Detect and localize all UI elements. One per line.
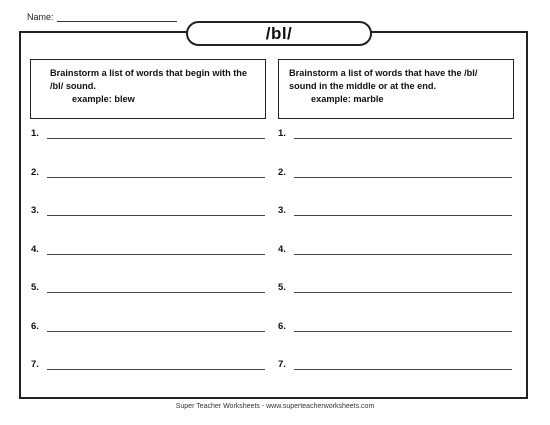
answer-line[interactable] xyxy=(294,292,512,293)
answer-row-right xyxy=(278,128,518,140)
footer-credit: Super Teacher Worksheets - www.superteacherworksheets.com xyxy=(175,403,375,410)
answer-row-left xyxy=(31,359,271,371)
answer-line[interactable] xyxy=(47,292,265,293)
row-number: 6. xyxy=(31,320,39,332)
answer-line[interactable] xyxy=(47,177,265,178)
answer-row-right xyxy=(278,359,518,371)
answer-row-right xyxy=(278,282,518,294)
answer-line[interactable] xyxy=(294,138,512,139)
answer-row-right xyxy=(278,205,518,217)
answer-row-left xyxy=(31,244,271,256)
answer-row-right xyxy=(278,321,518,333)
answer-line[interactable] xyxy=(47,331,265,332)
row-number: 2. xyxy=(278,166,286,178)
answer-line[interactable] xyxy=(294,215,512,216)
page-title: /bl/ xyxy=(265,23,293,43)
row-number: 4. xyxy=(31,243,39,255)
example-text-right: example: marble xyxy=(311,94,384,104)
answer-row-left xyxy=(31,167,271,179)
row-number: 5. xyxy=(31,282,39,293)
answer-line[interactable] xyxy=(294,254,512,255)
instruction-box-left xyxy=(30,59,266,119)
row-number: 3. xyxy=(278,205,286,216)
answer-row-left xyxy=(31,205,271,217)
answer-line[interactable] xyxy=(47,254,265,255)
answer-line[interactable] xyxy=(47,369,265,370)
instruction-text-right: Brainstorm a list of words that have the /bl/ sound in the middle or at the end. xyxy=(289,68,478,91)
row-number: 2. xyxy=(31,166,39,178)
instruction-box-right xyxy=(278,59,514,119)
row-number: 1. xyxy=(31,128,39,139)
title-pill xyxy=(186,21,372,46)
example-text-left: example: blew xyxy=(72,94,135,104)
answer-row-right xyxy=(278,167,518,179)
answer-line[interactable] xyxy=(294,369,512,370)
answer-line[interactable] xyxy=(47,138,265,139)
row-number: 4. xyxy=(278,243,286,255)
row-number: 1. xyxy=(278,128,286,139)
answer-row-left xyxy=(31,128,271,140)
instruction-text-left: Brainstorm a list of words that begin with the /bl/ sound. xyxy=(50,68,248,91)
answer-row-left xyxy=(31,282,271,294)
answer-row-left xyxy=(31,321,271,333)
row-number: 5. xyxy=(278,282,286,293)
answer-line[interactable] xyxy=(294,177,512,178)
name-line xyxy=(57,21,177,22)
answer-row-right xyxy=(278,244,518,256)
row-number: 6. xyxy=(278,320,286,332)
answer-line[interactable] xyxy=(47,215,265,216)
row-number: 7. xyxy=(31,359,39,370)
answer-line[interactable] xyxy=(294,331,512,332)
name-label: Name: xyxy=(27,12,54,22)
row-number: 3. xyxy=(31,205,39,216)
row-number: 7. xyxy=(278,359,286,370)
